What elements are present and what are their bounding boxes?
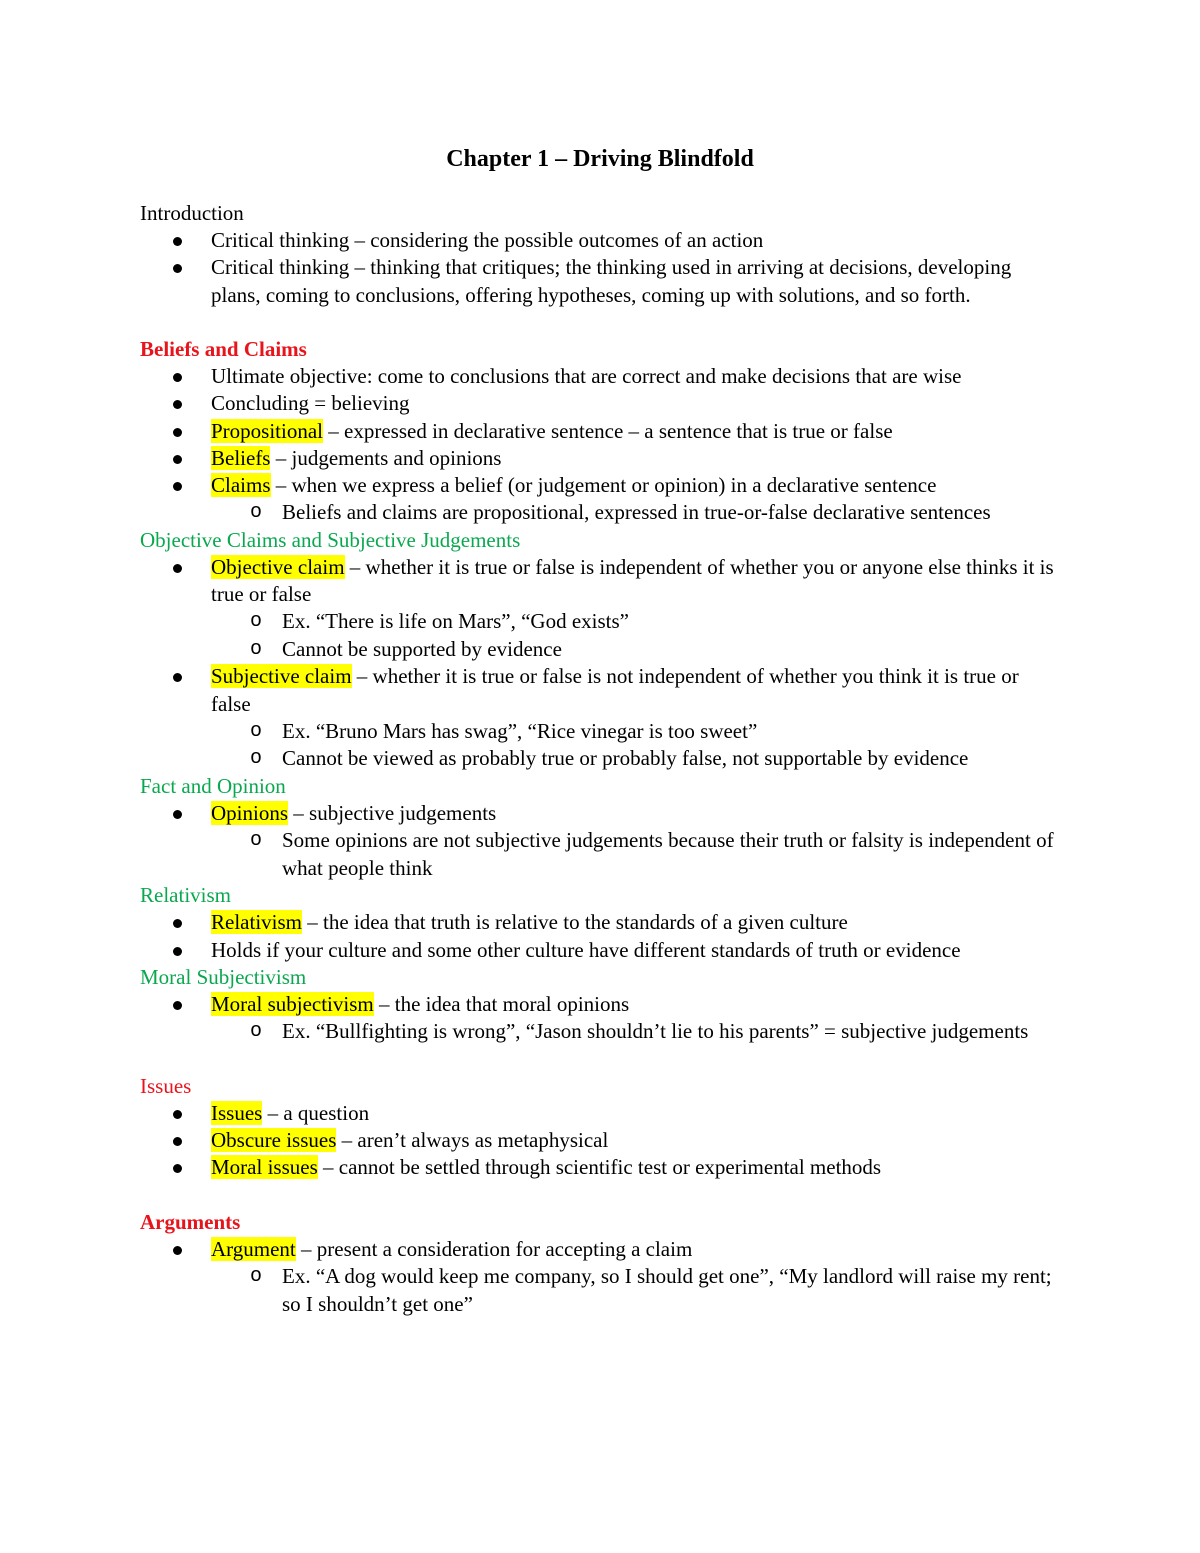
bullet-icon bbox=[173, 564, 182, 573]
sub-list-item-text: Some opinions are not subjective judgements because their truth or falsity is independent of what people think bbox=[282, 828, 1054, 880]
circle-bullet-icon: o bbox=[250, 610, 263, 634]
bullet-icon bbox=[173, 373, 182, 382]
highlighted-term: Issues bbox=[211, 1101, 263, 1126]
bullet-icon bbox=[173, 428, 182, 437]
highlighted-term: Subjective claim bbox=[211, 664, 352, 689]
highlighted-term: Argument bbox=[211, 1237, 296, 1262]
list-item-text: – whether it is true or false is independent of whether you or anyone else thinks it is true or false bbox=[211, 554, 1054, 607]
document-page bbox=[140, 140, 1060, 1318]
highlighted-term: Propositional bbox=[211, 418, 324, 443]
sub-list-item-text: Beliefs and claims are propositional, expressed in true-or-false declarative sentences bbox=[282, 500, 991, 525]
circle-bullet-icon: o bbox=[250, 829, 263, 853]
list-item-text: – aren’t always as metaphysical bbox=[336, 1128, 609, 1153]
highlighted-term: Relativism bbox=[211, 910, 302, 935]
bullet-icon bbox=[173, 400, 182, 409]
list-item-text: – judgements and opinions bbox=[270, 445, 502, 470]
bullet-icon bbox=[173, 1001, 182, 1010]
list-item-text: Critical thinking – considering the possible outcomes of an action bbox=[211, 228, 764, 253]
list-item bbox=[140, 445, 1060, 472]
bullet-icon bbox=[173, 1164, 182, 1173]
sub-list-item-text: Cannot be supported by evidence bbox=[282, 636, 562, 661]
sub-list-item-text: Ex. “There is life on Mars”, “God exists” bbox=[282, 609, 629, 634]
list-item-text: – a question bbox=[262, 1101, 370, 1126]
sub-list-item-text: Ex. “Bullfighting is wrong”, “Jason shouldn’t lie to his parents” = subjective judgements bbox=[282, 1019, 1029, 1044]
sub-list-item bbox=[140, 636, 1060, 664]
sub-list-item bbox=[140, 718, 1060, 746]
section-heading-relativism: Relativism bbox=[140, 883, 231, 908]
list-item bbox=[140, 1236, 1060, 1263]
list-item-text: – the idea that moral opinions bbox=[373, 991, 630, 1016]
bullet-icon bbox=[173, 1110, 182, 1119]
highlighted-term: Objective claim bbox=[211, 554, 345, 579]
bullet-icon bbox=[173, 264, 182, 273]
circle-bullet-icon: o bbox=[250, 747, 263, 771]
list-item-text: Holds if your culture and some other culture have different standards of truth or evidence bbox=[211, 937, 961, 962]
highlighted-term: Beliefs bbox=[211, 445, 271, 470]
section-heading-moral-subjectivism: Moral Subjectivism bbox=[140, 964, 307, 989]
section-heading-arguments: Arguments bbox=[140, 1209, 241, 1234]
section-heading-fact-opinion: Fact and Opinion bbox=[140, 773, 286, 798]
sub-list-item bbox=[140, 608, 1060, 636]
list-item bbox=[140, 390, 1060, 417]
list-item-text: – cannot be settled through scientific test or experimental methods bbox=[317, 1155, 882, 1180]
list-item-text: – whether it is true or false is not independent of whether you think it is true or false bbox=[211, 664, 1019, 716]
list-item bbox=[140, 1127, 1060, 1154]
list-item-text: – present a consideration for accepting a claim bbox=[295, 1237, 693, 1262]
list-item-text: – the idea that truth is relative to the standards of a given culture bbox=[302, 910, 848, 935]
bullet-icon bbox=[173, 673, 182, 682]
blank-line bbox=[140, 1046, 1060, 1073]
section-heading-introduction: Introduction bbox=[140, 201, 244, 225]
bullet-icon bbox=[173, 947, 182, 956]
sub-list-item bbox=[140, 827, 1060, 882]
list-item bbox=[140, 227, 1060, 254]
list-item bbox=[140, 663, 1060, 717]
section-heading-beliefs-claims: Beliefs and Claims bbox=[140, 337, 307, 361]
list-item-text: Ultimate objective: come to conclusions that are correct and make decisions that are wise bbox=[211, 364, 962, 389]
list-item-text: – subjective judgements bbox=[288, 800, 497, 825]
list-item bbox=[140, 363, 1060, 390]
circle-bullet-icon: o bbox=[250, 1020, 263, 1044]
highlighted-term: Obscure issues bbox=[211, 1128, 337, 1153]
list-item-text: Concluding = believing bbox=[211, 391, 410, 416]
sub-list-item-text: Ex. “A dog would keep me company, so I should get one”, “My landlord will raise my rent; so I shouldn’t get one” bbox=[282, 1264, 1052, 1316]
highlighted-term: Claims bbox=[211, 473, 271, 498]
bullet-icon bbox=[173, 455, 182, 464]
list-item-text: Critical thinking – thinking that critiques; the thinking used in arriving at decisions, developing plans, coming to conclusions, offering hypotheses, coming up with solutions, and so forth. bbox=[211, 255, 1012, 307]
sub-list-item bbox=[140, 499, 1060, 527]
list-item bbox=[140, 254, 1060, 308]
list-item bbox=[140, 937, 1060, 964]
bullet-icon bbox=[173, 810, 182, 819]
bullet-icon bbox=[173, 482, 182, 491]
highlighted-term: Moral subjectivism bbox=[211, 991, 374, 1016]
list-item-text: – expressed in declarative sentence – a sentence that is true or false bbox=[323, 418, 893, 443]
sub-list-item-text: Cannot be viewed as probably true or probably false, not supportable by evidence bbox=[282, 746, 969, 771]
page-title: Chapter 1 – Driving Blindfold bbox=[446, 146, 754, 172]
bullet-icon bbox=[173, 1246, 182, 1255]
list-item bbox=[140, 800, 1060, 827]
bullet-icon bbox=[173, 919, 182, 928]
section-heading-issues: Issues bbox=[140, 1073, 192, 1098]
list-item bbox=[140, 472, 1060, 499]
highlighted-term: Moral issues bbox=[211, 1155, 318, 1180]
bullet-icon bbox=[173, 237, 182, 246]
sub-list-item bbox=[140, 745, 1060, 773]
section-heading-objective-claims: Objective Claims and Subjective Judgements bbox=[140, 527, 521, 552]
sub-list-item-text: Ex. “Bruno Mars has swag”, “Rice vinegar is too sweet” bbox=[282, 718, 758, 743]
circle-bullet-icon: o bbox=[250, 1265, 263, 1289]
bullet-icon bbox=[173, 1137, 182, 1146]
blank-line bbox=[140, 1182, 1060, 1209]
list-item bbox=[140, 991, 1060, 1018]
list-item-text: – when we express a belief (or judgement or opinion) in a declarative sentence bbox=[270, 473, 937, 498]
circle-bullet-icon: o bbox=[250, 637, 263, 661]
blank-line bbox=[140, 309, 1060, 336]
sub-list-item bbox=[140, 1263, 1060, 1318]
list-item bbox=[140, 1100, 1060, 1127]
list-item bbox=[140, 1154, 1060, 1181]
list-item bbox=[140, 909, 1060, 936]
circle-bullet-icon: o bbox=[250, 719, 263, 743]
sub-list-item bbox=[140, 1018, 1060, 1046]
list-item bbox=[140, 554, 1060, 608]
highlighted-term: Opinions bbox=[211, 800, 289, 825]
circle-bullet-icon: o bbox=[250, 501, 263, 525]
list-item bbox=[140, 418, 1060, 445]
